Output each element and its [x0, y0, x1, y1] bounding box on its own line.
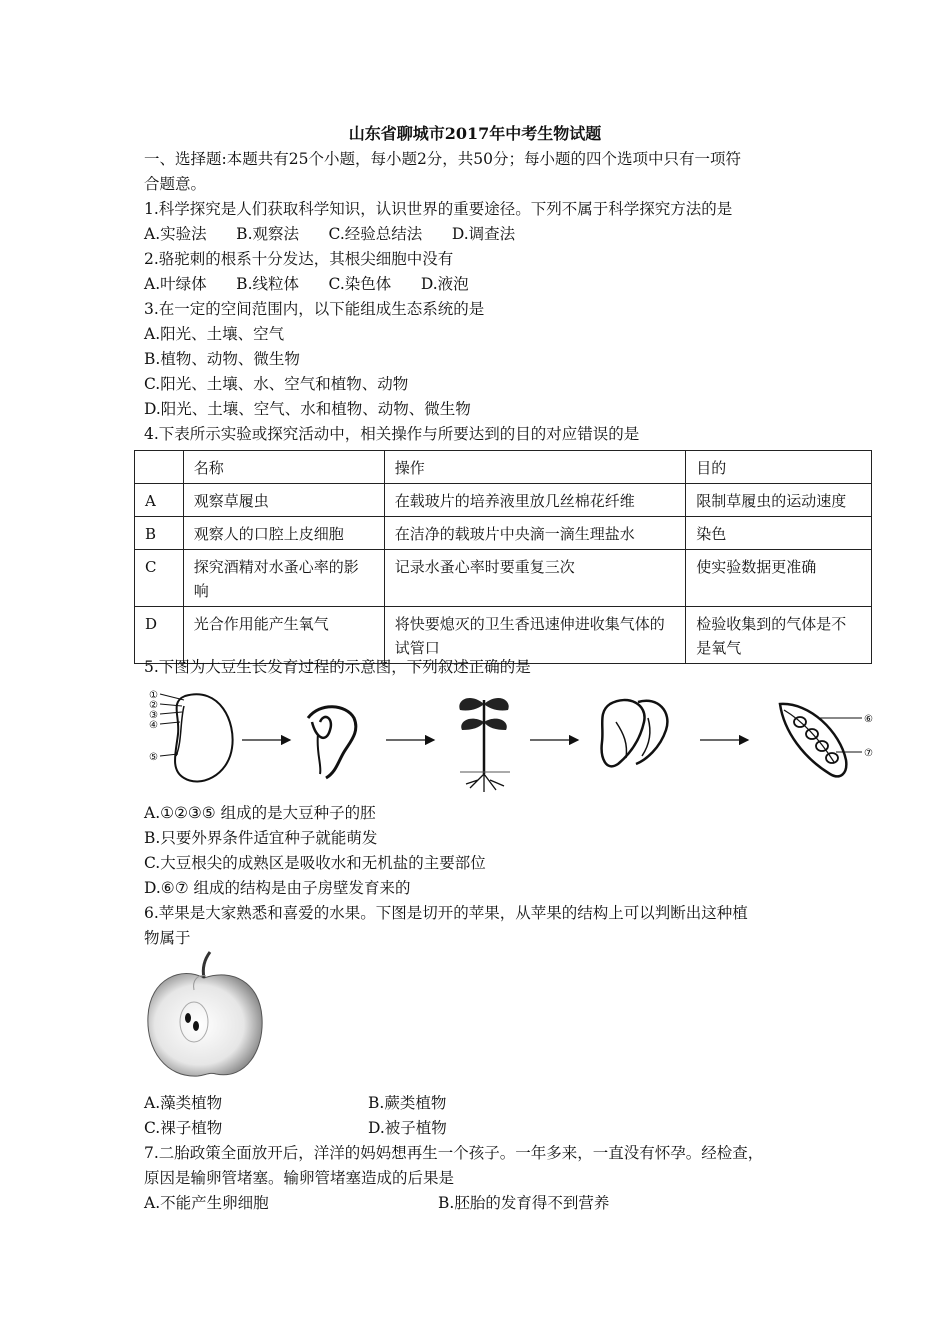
label-4: ④ — [149, 720, 158, 731]
q5-stem: 5.下图为大豆生长发育过程的示意图，下列叙述正确的是 — [144, 658, 531, 676]
table-cell: 染色 — [686, 517, 872, 550]
label-6: ⑥ — [864, 714, 873, 725]
pod-drawing — [780, 704, 873, 776]
germinating-seed-drawing — [308, 707, 356, 778]
q6-option-a: A.藻类植物 — [144, 1094, 223, 1112]
seed-drawing — [149, 690, 233, 781]
q7-option-a: A.不能产生卵细胞 — [144, 1194, 269, 1212]
soybean-growth-figure — [140, 682, 885, 797]
q7-stem-line-1: 7.二胎政策全面放开后，洋洋的妈妈想再生一个孩子。一年多来，一直没有怀孕。经检查， — [144, 1144, 764, 1162]
table-cell: B — [135, 517, 184, 550]
q6-stem-line-2: 物属于 — [144, 929, 191, 947]
table-cell: 在洁净的载玻片中央滴一滴生理盐水 — [384, 517, 686, 550]
q1-options: A.实验法 B.观察法 C.经验总结法 D.调查法 — [144, 225, 516, 243]
q1-stem: 1.科学探究是人们获取科学知识，认识世界的重要途径。下列不属于科学探究方法的是 — [144, 200, 733, 218]
q5-option-a: A.①②③⑤ 组成的是大豆种子的胚 — [144, 804, 376, 822]
table-header-cell: 操作 — [384, 451, 686, 484]
q3-stem: 3.在一定的空间范围内，以下能组成生态系统的是 — [144, 300, 485, 318]
table-cell: 探究酒精对水蚤心率的影响 — [183, 550, 384, 607]
q7-stem-line-2: 原因是输卵管堵塞。输卵管堵塞造成的后果是 — [144, 1169, 455, 1187]
label-7: ⑦ — [864, 748, 873, 759]
table-cell: 检验收集到的气体是不是氧气 — [686, 607, 872, 664]
section-intro-line-1: 一、选择题:本题共有25个小题，每小题2分，共50分；每小题的四个选项中只有一项符 — [144, 150, 742, 168]
q2-options: A.叶绿体 B.线粒体 C.染色体 D.液泡 — [144, 275, 469, 293]
table-row — [135, 550, 872, 607]
q3-option-d: D.阳光、土壤、空气、水和植物、动物、微生物 — [144, 400, 471, 418]
label-3: ③ — [149, 710, 158, 721]
table-cell: D — [135, 607, 184, 664]
q6-stem-line-1: 6.苹果是大家熟悉和喜爱的水果。下图是切开的苹果，从苹果的结构上可以判断出这种植 — [144, 904, 748, 922]
q3-option-b: B.植物、动物、微生物 — [144, 350, 300, 368]
table-cell: 观察人的口腔上皮细胞 — [183, 517, 384, 550]
q5-option-b: B.只要外界条件适宜种子就能萌发 — [144, 829, 378, 847]
table-cell: 限制草履虫的运动速度 — [686, 484, 872, 517]
label-1: ① — [149, 690, 158, 701]
q7-option-b: B.胚胎的发育得不到营养 — [438, 1194, 610, 1212]
seedling-drawing — [459, 698, 510, 792]
table-cell: 使实验数据更准确 — [686, 550, 872, 607]
table-cell: 光合作用能产生氧气 — [183, 607, 384, 664]
table-row — [135, 517, 872, 550]
table-cell: 观察草履虫 — [183, 484, 384, 517]
table-row — [135, 607, 872, 664]
q5-option-c: C.大豆根尖的成熟区是吸收水和无机盐的主要部位 — [144, 854, 486, 872]
experiment-table — [134, 450, 872, 664]
table-cell: 在载玻片的培养液里放几丝棉花纤维 — [384, 484, 686, 517]
q4-stem: 4.下表所示实验或探究活动中，相关操作与所要达到的目的对应错误的是 — [144, 425, 640, 443]
table-header-row — [135, 451, 872, 484]
label-5: ⑤ — [149, 752, 158, 763]
q5-option-d: D.⑥⑦ 组成的结构是由子房壁发育来的 — [144, 879, 411, 897]
table-cell: 将快要熄灭的卫生香迅速伸进收集气体的试管口 — [384, 607, 686, 664]
section-intro-line-2: 合题意。 — [144, 175, 207, 193]
label-2: ② — [149, 700, 158, 711]
q6-option-c: C.裸子植物 — [144, 1119, 223, 1137]
table-header-cell: 名称 — [183, 451, 384, 484]
table-cell: C — [135, 550, 184, 607]
table-header-cell: 目的 — [686, 451, 872, 484]
table-row — [135, 484, 872, 517]
q3-option-a: A.阳光、土壤、空气 — [144, 325, 285, 343]
table-header-cell — [135, 451, 184, 484]
table-cell: 记录水蚤心率时要重复三次 — [384, 550, 686, 607]
q2-stem: 2.骆驼刺的根系十分发达，其根尖细胞中没有 — [144, 250, 454, 268]
cut-apple-figure — [142, 950, 267, 1085]
table-cell: A — [135, 484, 184, 517]
flower-drawing — [602, 700, 668, 766]
q6-option-b: B.蕨类植物 — [368, 1094, 447, 1112]
q6-option-d: D.被子植物 — [368, 1119, 447, 1137]
page-title: 山东省聊城市2017年中考生物试题 — [348, 124, 602, 143]
q3-option-c: C.阳光、土壤、水、空气和植物、动物 — [144, 375, 409, 393]
